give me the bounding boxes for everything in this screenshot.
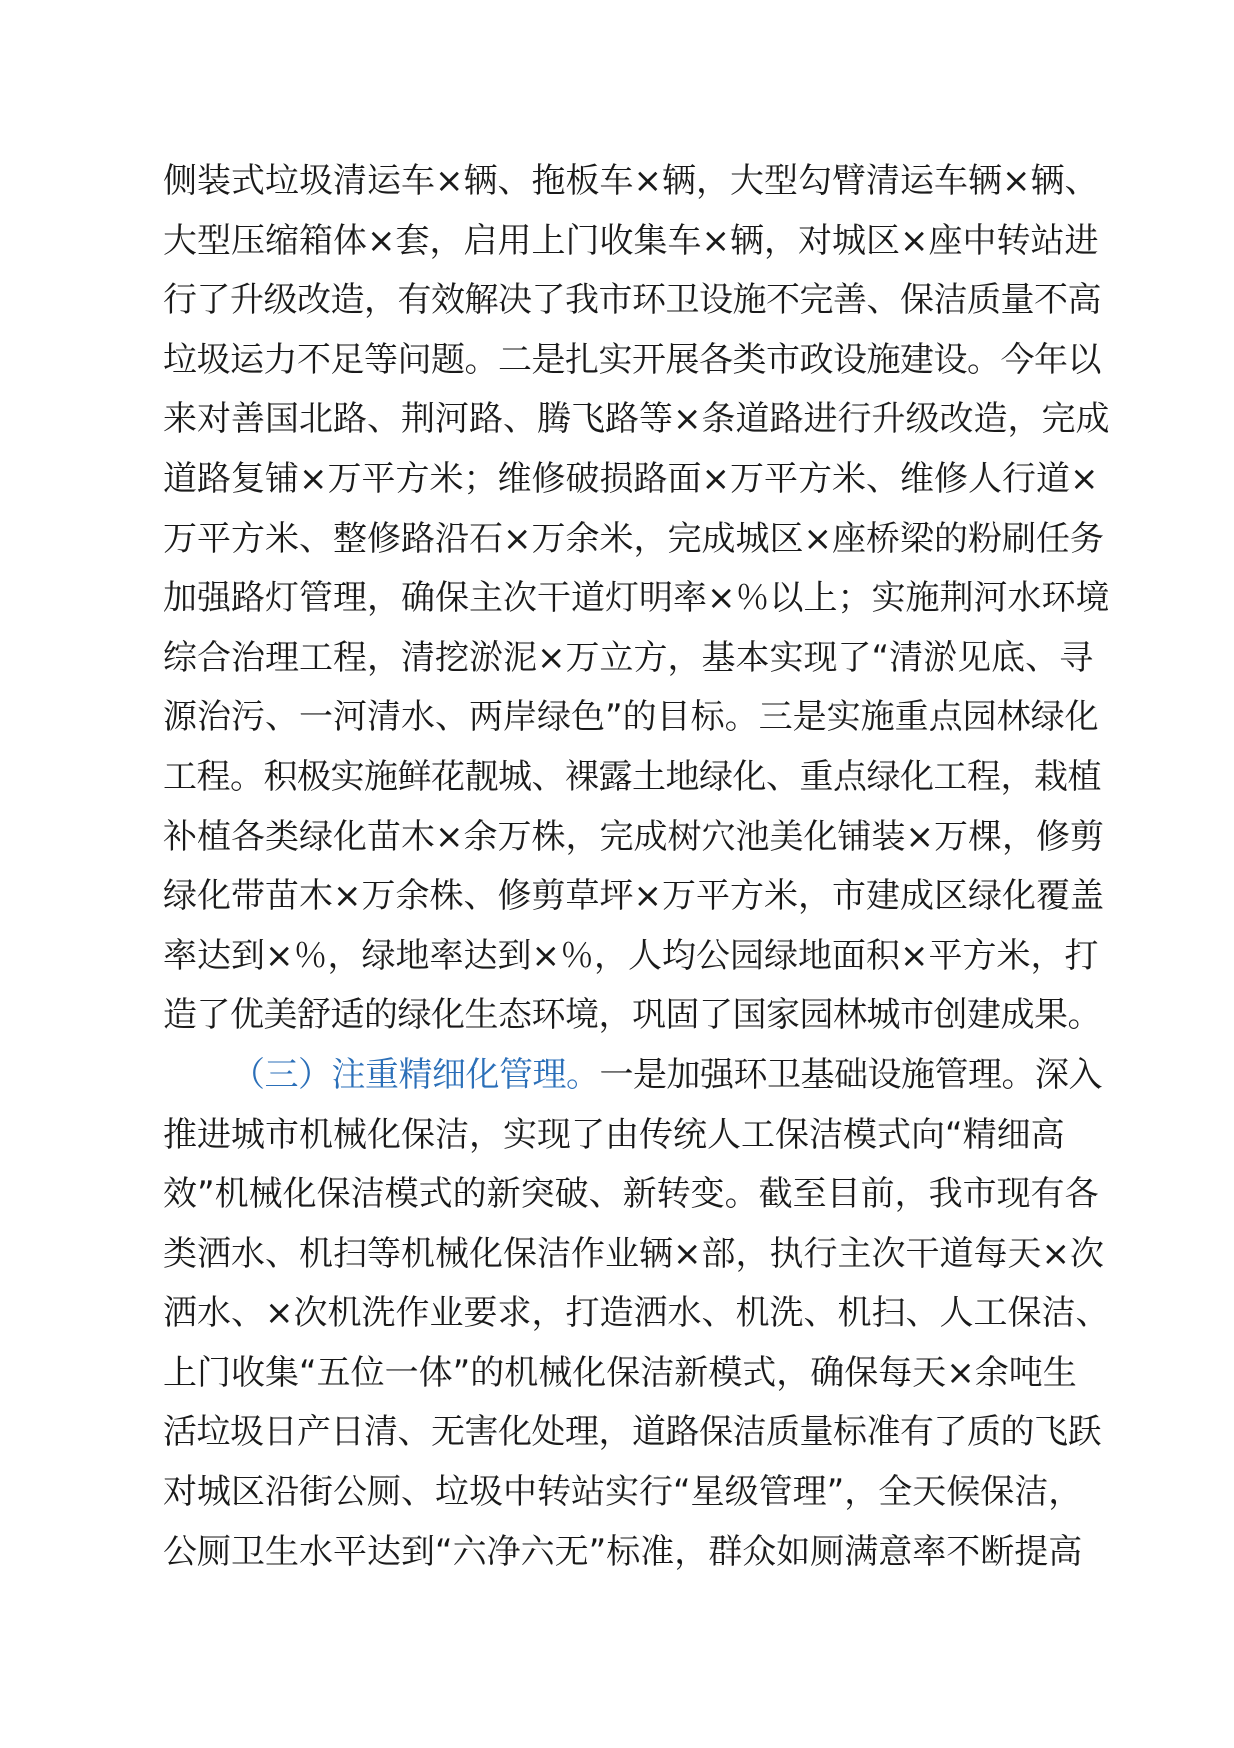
section-heading: （三）注重精细化管理。 <box>231 1054 600 1095</box>
text-line: 道路复铺×万平方米；维修破损路面×万平方米、维修人行道× <box>163 458 1099 499</box>
text-line: 侧装式垃圾清运车×辆、拖板车×辆，大型勾臂清运车辆×辆、 <box>163 161 1099 201</box>
text-line: 效”机械化保洁模式的新突破、新转变。截至目前，我市现有各 <box>163 1174 1099 1215</box>
text-line: 活垃圾日产日清、无害化处理，道路保洁质量标准有了质的飞跃 <box>163 1412 1101 1453</box>
text-line: 上门收集“五位一体”的机械化保洁新模式，确保每天×余吨生 <box>163 1352 1077 1393</box>
text-line: 造了优美舒适的绿化生态环境，巩固了国家园林城市创建成果。 <box>163 995 1101 1036</box>
text-line: 对城区沿街公厕、垃圾中转站实行“星级管理”，全天候保洁， <box>163 1472 1083 1513</box>
text-line: 万平方米、整修路沿石×万余米，完成城区×座桥梁的粉刷任务 <box>163 518 1104 559</box>
section-first-line-text: 一是加强环卫基础设施管理。深入 <box>599 1054 1102 1095</box>
text-line: 推进城市机械化保洁，实现了由传统人工保洁模式向“精细高 <box>163 1114 1065 1155</box>
section-heading-line <box>163 1046 1113 1106</box>
text-line: 类洒水、机扫等机械化保洁作业辆×部，执行主次干道每天×次 <box>163 1233 1104 1274</box>
text-line: 综合治理工程，清挖淤泥×万立方，基本实现了“清淤见底、寻 <box>163 637 1094 678</box>
text-line: 绿化带苗木×万余株、修剪草坪×万平方米，市建成区绿化覆盖 <box>163 876 1104 917</box>
text-line: 洒水、×次机洗作业要求，打造洒水、机洗、机扫、人工保洁、 <box>163 1293 1110 1334</box>
text-line: 公厕卫生水平达到“六净六无”标准，群众如厕满意率不断提高 <box>163 1531 1083 1572</box>
text-line: 率达到×％，绿地率达到×％，人均公园绿地面积×平方米，打 <box>163 935 1099 976</box>
text-line: 大型压缩箱体×套，启用上门收集车×辆，对城区×座中转站进 <box>163 220 1099 261</box>
text-line: 源治污、一河清水、两岸绿色”的目标。三是实施重点园林绿化 <box>163 697 1099 738</box>
text-line: 行了升级改造，有效解决了我市环卫设施不完善、保洁质量不高 <box>163 280 1101 321</box>
text-line: 补植各类绿化苗木×余万株，完成树穴池美化铺装×万棵，修剪 <box>163 816 1104 857</box>
text-line: 来对善国北路、荆河路、腾飞路等×条道路进行升级改造，完成 <box>163 399 1110 440</box>
text-line: 工程。积极实施鲜花靓城、裸露土地绿化、重点绿化工程，栽植 <box>163 756 1101 797</box>
text-line: 垃圾运力不足等问题。二是扎实开展各类市政设施建设。今年以 <box>163 339 1101 380</box>
body-text <box>163 152 1113 1582</box>
text-line: 加强路灯管理，确保主次干道灯明率×％以上；实施荆河水环境 <box>163 578 1110 619</box>
